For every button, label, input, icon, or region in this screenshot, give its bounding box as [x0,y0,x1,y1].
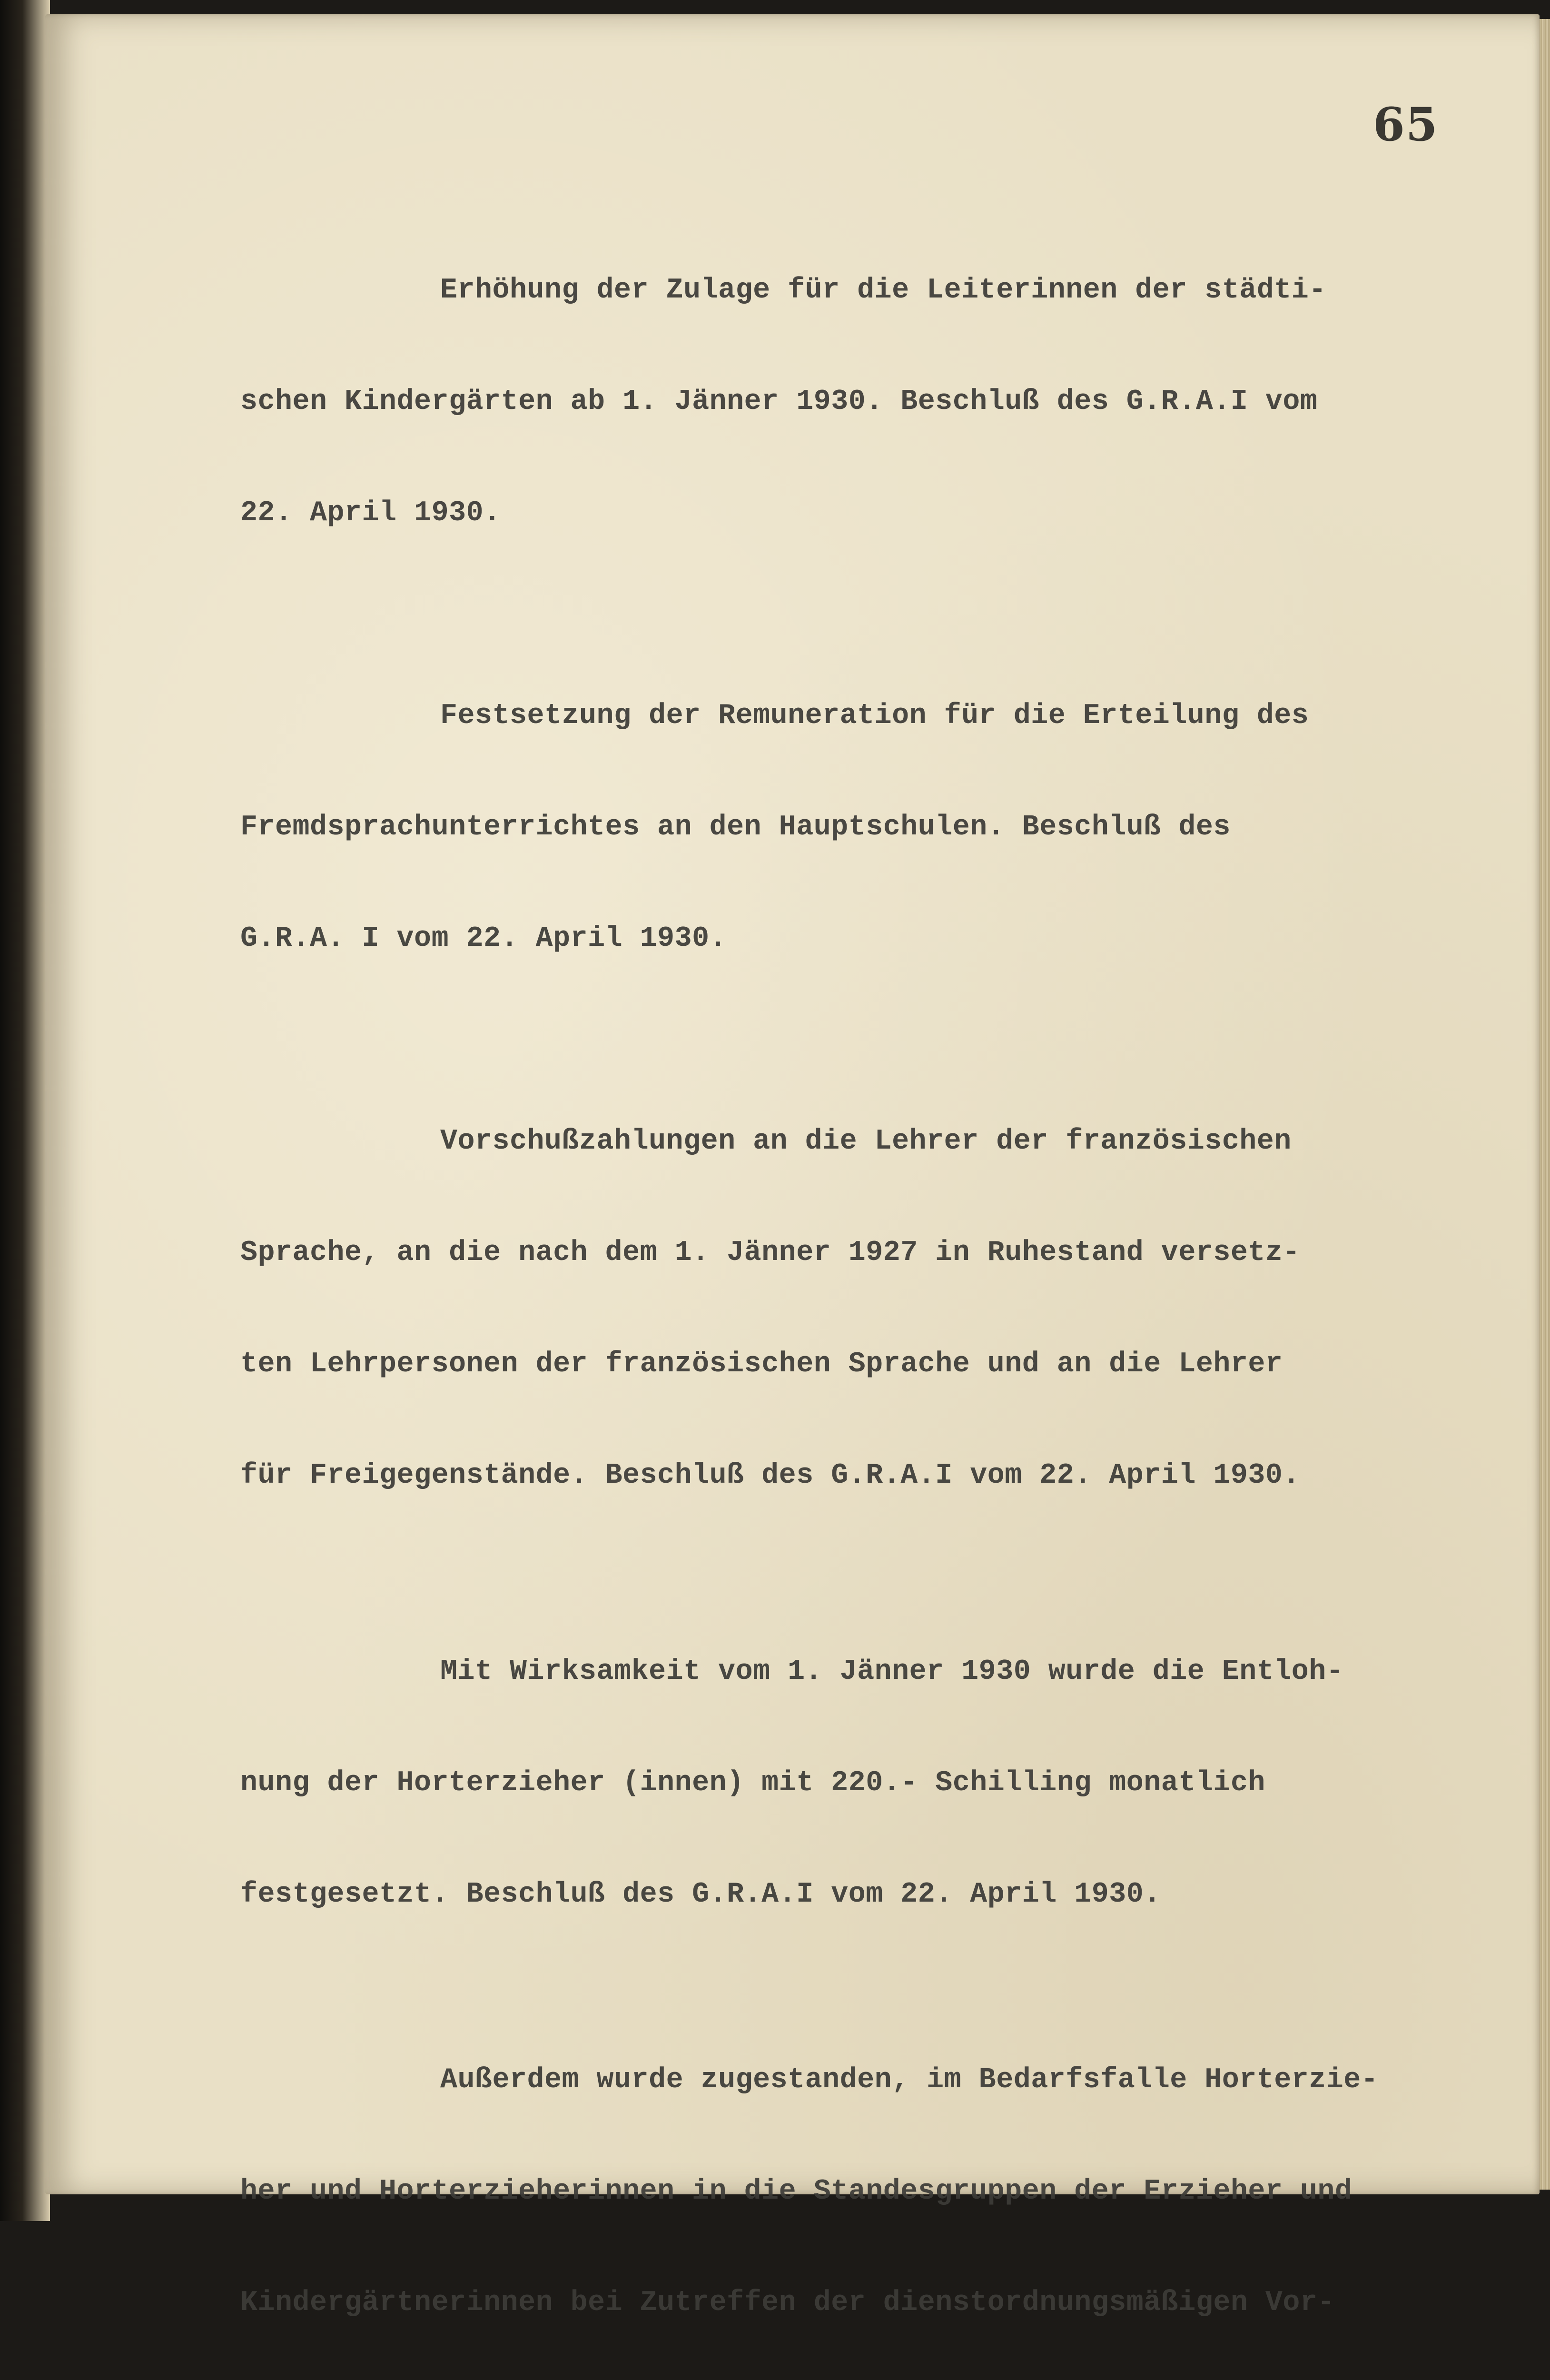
text-line: Fremdsprachunterrichtes an den Hauptschulen. Beschluß des [240,811,1231,843]
text-line: 22. April 1930. [240,497,501,529]
text-line: Mit Wirksamkeit vom 1. Jänner 1930 wurde die Entloh- [440,1656,1344,1688]
text-line: Festsetzung der Remuneration für die Erteilung des [440,700,1309,732]
text-line: schen Kindergärten ab 1. Jänner 1930. Beschluß des G.R.A.I vom [240,386,1318,418]
text-line: Sprache, an die nach dem 1. Jänner 1927 in Ruhestand versetz- [240,1237,1300,1269]
paragraph-5 [240,1987,1516,2380]
page-number: 65 [1373,98,1439,151]
text-line: ten Lehrpersonen der französischen Sprache und an die Lehrer [240,1348,1283,1380]
paragraph-2 [240,623,1516,1031]
text-line: festgesetzt. Beschluß des G.R.A.I vom 22. April 1930. [240,1878,1161,1911]
paragraph-4 [240,1579,1516,1987]
text-line: her und Horterzieherinnen in die Standesgruppen der Erzieher und [240,2175,1353,2208]
text-line: Außerdem wurde zugestanden, im Bedarfsfalle Horterzie- [440,2064,1379,2096]
text-line: G.R.A. I vom 22. April 1930. [240,922,727,955]
paragraph-3 [240,1049,1516,1568]
text-line: Erhöhung der Zulage für die Leiterinnen der städti- [440,274,1326,307]
text-line: für Freigegenstände. Beschluß des G.R.A.I vom 22. April 1930. [240,1459,1300,1492]
text-line: Kindergärtnerinnen bei Zutreffen der dienstordnungsmäßigen Vor- [240,2287,1335,2319]
document-body [240,198,1516,2380]
text-line: nung der Horterzieher (innen) mit 220.- Schilling monatlich [240,1767,1265,1799]
text-line: Vorschußzahlungen an die Lehrer der französischen [440,1125,1292,1158]
book-binding [0,0,50,2221]
paragraph-1 [240,198,1516,606]
